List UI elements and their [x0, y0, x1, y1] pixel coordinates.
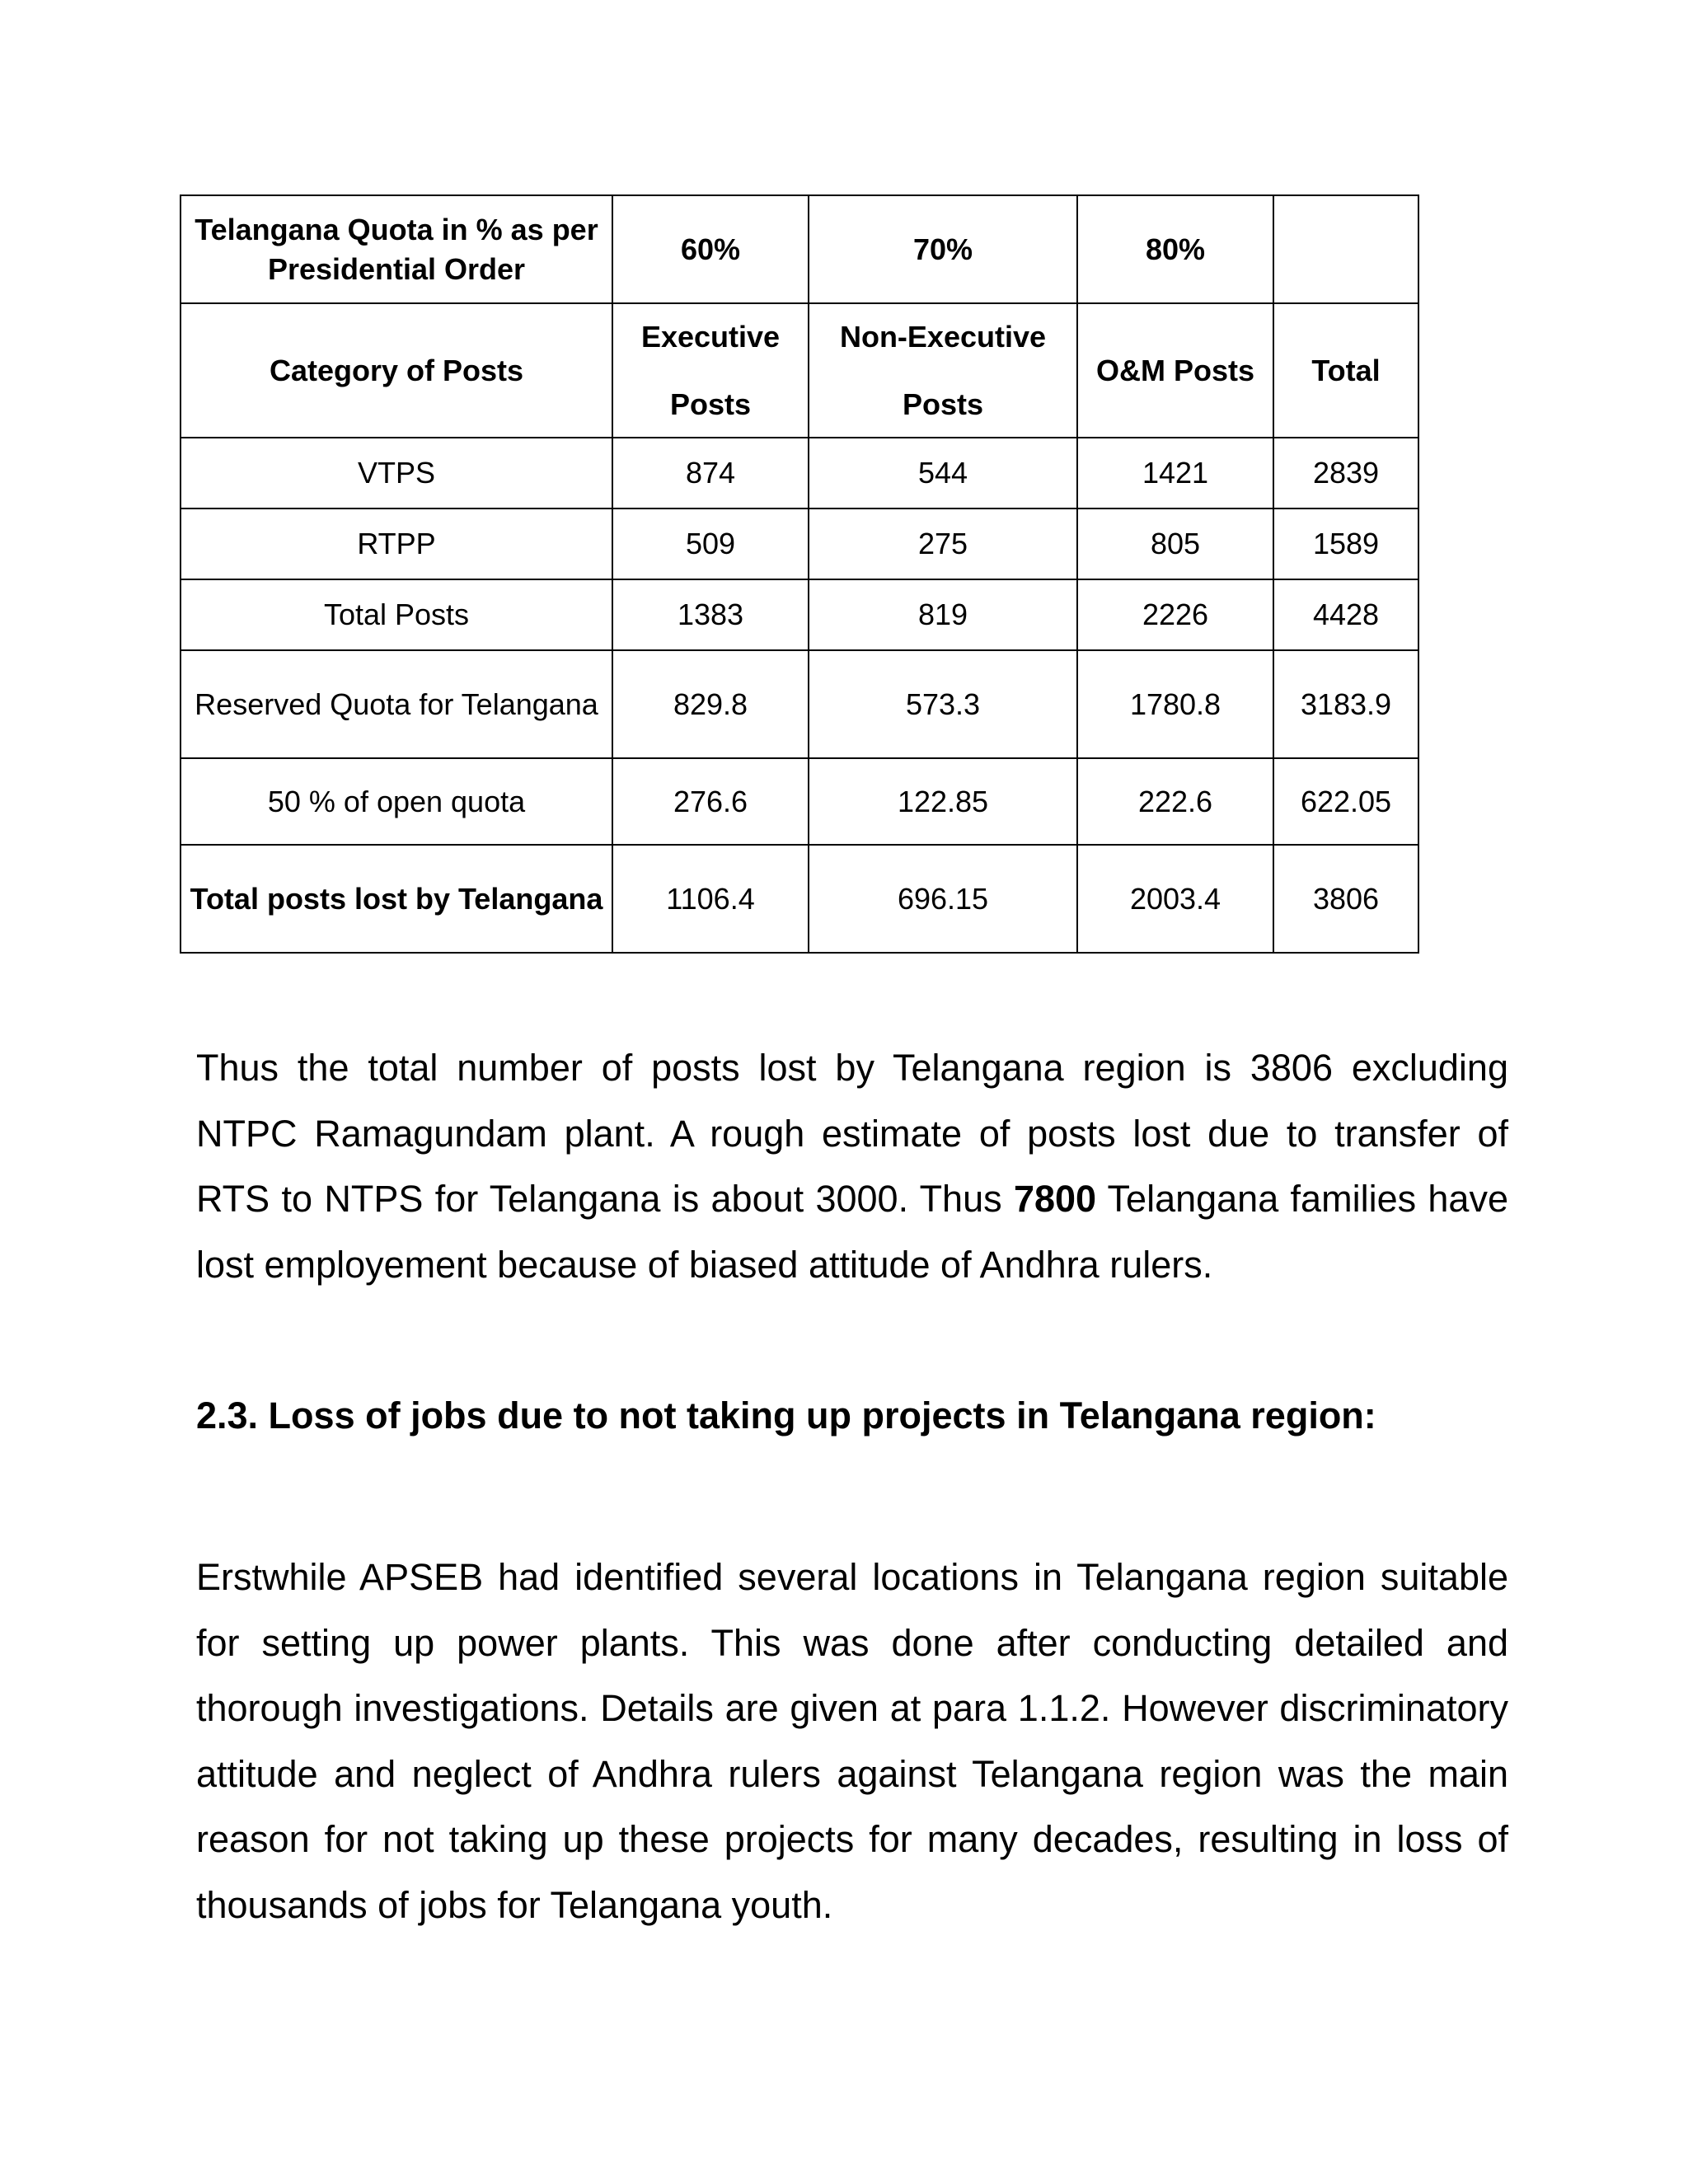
row-label-cell: Reserved Quota for Telangana [181, 650, 612, 758]
summary-text-start: Thus the total number of posts lost by Telangana region is 3806 excluding NTPC Ramagundam plant. A rough estimate of posts lost due to transfer of RTS to NTPS for Telangana is about 3000. Thus [196, 1047, 1508, 1220]
table-row [181, 509, 1418, 579]
row-non-executive-cell: 544 [809, 438, 1077, 509]
header-executive-line1: Executive [640, 319, 781, 354]
summary-bold-number: 7800 [1013, 1178, 1097, 1220]
row-non-executive-cell: 819 [809, 579, 1077, 650]
header-executive-line2: Posts [669, 387, 752, 421]
table-row [181, 650, 1418, 758]
row-executive-cell: 874 [612, 438, 809, 509]
row-label-cell: 50 % of open quota [181, 758, 612, 845]
row-total-cell: 1589 [1273, 509, 1418, 579]
row-total-cell: 3806 [1273, 845, 1418, 953]
row-om-cell: 1421 [1077, 438, 1273, 509]
table-row [181, 758, 1418, 845]
header-row [181, 303, 1418, 438]
row-executive-cell: 1106.4 [612, 845, 809, 953]
row-non-executive-cell: 573.3 [809, 650, 1077, 758]
row-total-cell: 3183.9 [1273, 650, 1418, 758]
row-total-cell: 2839 [1273, 438, 1418, 509]
header-category-cell: Category of Posts [181, 303, 612, 438]
row-non-executive-cell: 275 [809, 509, 1077, 579]
header-total-cell: Total [1273, 303, 1418, 438]
header-non-executive-line2: Posts [902, 387, 984, 421]
header-executive-cell [612, 303, 809, 438]
table-row [181, 845, 1418, 953]
row-total-cell: 4428 [1273, 579, 1418, 650]
row-label-cell: Total posts lost by Telangana [181, 845, 612, 953]
quota-non-executive-cell: 70% [809, 195, 1077, 303]
posts-table [180, 194, 1419, 954]
quota-om-cell: 80% [1077, 195, 1273, 303]
row-executive-cell: 1383 [612, 579, 809, 650]
row-om-cell: 805 [1077, 509, 1273, 579]
row-non-executive-cell: 696.15 [809, 845, 1077, 953]
quota-executive-cell: 60% [612, 195, 809, 303]
quota-label-cell: Telangana Quota in % as per Presidential Order [181, 195, 612, 303]
header-non-executive-line1: Non-Executive [839, 319, 1047, 354]
summary-text-end: Telangana families have lost employement because of biased attitude of Andhra rulers. [196, 1178, 1508, 1286]
row-om-cell: 2003.4 [1077, 845, 1273, 953]
row-executive-cell: 276.6 [612, 758, 809, 845]
row-total-cell: 622.05 [1273, 758, 1418, 845]
body-paragraph: Erstwhile APSEB had identified several locations in Telangana region suitable for setting up power plants. This was done after conducting detailed and thorough investigations. Details are given at para 1.1.2. However discriminatory attitude and neglect of Andhra rulers against Telangana region was the main reason for not taking up these projects for many decades, resulting in loss of thousands of jobs for Telangana youth. [196, 1556, 1508, 1926]
row-label-cell: Total Posts [181, 579, 612, 650]
row-om-cell: 222.6 [1077, 758, 1273, 845]
row-om-cell: 2226 [1077, 579, 1273, 650]
row-executive-cell: 509 [612, 509, 809, 579]
table-row [181, 579, 1418, 650]
section-heading: 2.3. Loss of jobs due to not taking up projects in Telangana region: [196, 1394, 1376, 1436]
row-label-cell: RTPP [181, 509, 612, 579]
header-om-cell: O&M Posts [1077, 303, 1273, 438]
row-executive-cell: 829.8 [612, 650, 809, 758]
table-row [181, 438, 1418, 509]
row-label-cell: VTPS [181, 438, 612, 509]
header-non-executive-cell [809, 303, 1077, 438]
row-om-cell: 1780.8 [1077, 650, 1273, 758]
row-non-executive-cell: 122.85 [809, 758, 1077, 845]
summary-paragraph [196, 1035, 1508, 1297]
quota-row [181, 195, 1418, 303]
quota-total-cell [1273, 195, 1418, 303]
